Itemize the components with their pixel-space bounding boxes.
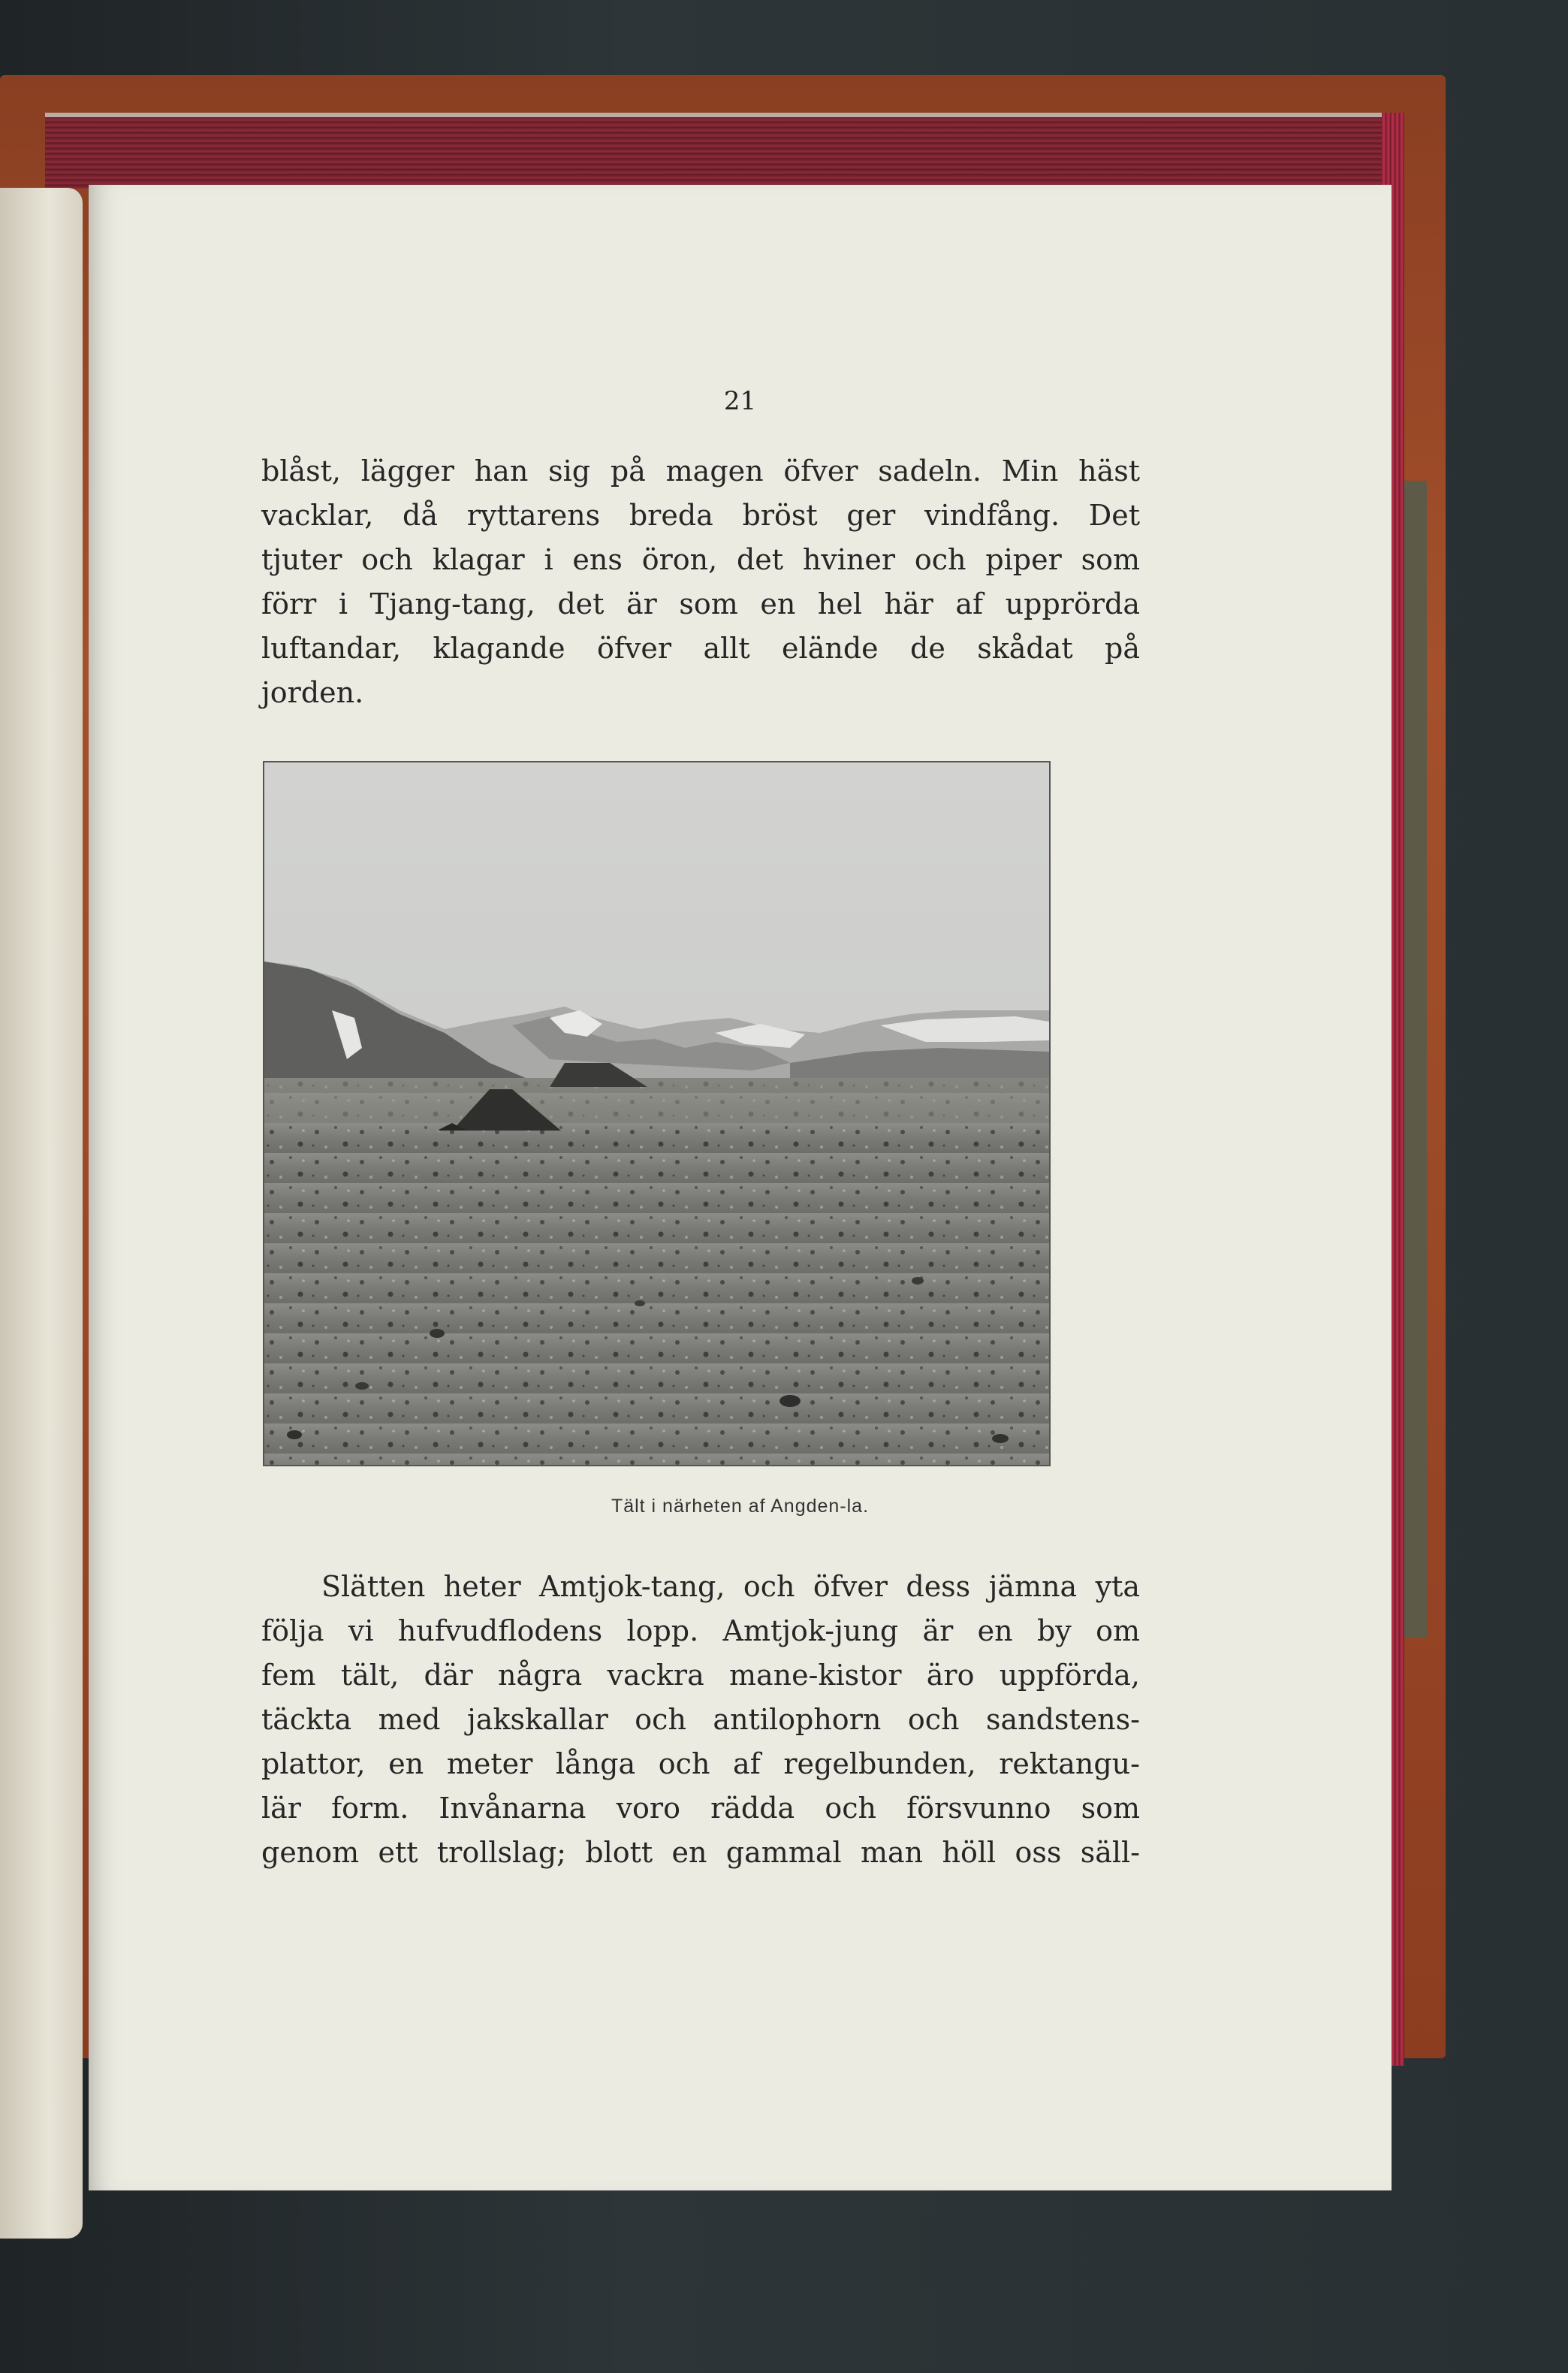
facing-page-edge: [0, 188, 83, 2239]
photograph-tents-plain: [263, 761, 1051, 1466]
paragraph-2: [261, 1565, 1140, 1875]
text-line: lär form. Invånarna voro rädda och försvunno som: [261, 1792, 1140, 1825]
text-line: fem tält, där några vackra mane-kistor äro uppförda,: [261, 1659, 1140, 1692]
book-page: [89, 185, 1392, 2190]
landscape-illustration: [264, 762, 1049, 1465]
text-line: genom ett trollslag; blott en gammal man höll oss säll-: [261, 1836, 1140, 1869]
text-line: plattor, en meter långa och af regelbunden, rektangu-: [261, 1747, 1140, 1780]
text-line: blåst, lägger han sig på magen öfver sadeln. Min häst: [261, 454, 1140, 488]
page-number: 21: [723, 386, 757, 416]
paragraph-1: [261, 449, 1140, 715]
text-line: jorden.: [261, 676, 364, 709]
text-line: täckta med jakskallar och antilophorn och sandstens-: [261, 1703, 1140, 1736]
text-line: Slätten heter Amtjok-tang, och öfver dess jämna yta: [321, 1570, 1140, 1603]
text-line: tjuter och klagar i ens öron, det hviner och piper som: [261, 543, 1140, 576]
page-edges-top: [45, 113, 1389, 189]
text-line: förr i Tjang-tang, det är som en hel här af upprörda: [261, 587, 1140, 620]
text-line: luftandar, klagande öfver allt elände de skådat på: [261, 632, 1140, 665]
text-line: följa vi hufvudflodens lopp. Amtjok-jung är en by om: [261, 1614, 1140, 1647]
figure-caption: Tält i närheten af Angden-la.: [611, 1496, 870, 1517]
text-line: vacklar, då ryttarens breda bröst ger vindfång. Det: [261, 499, 1140, 532]
